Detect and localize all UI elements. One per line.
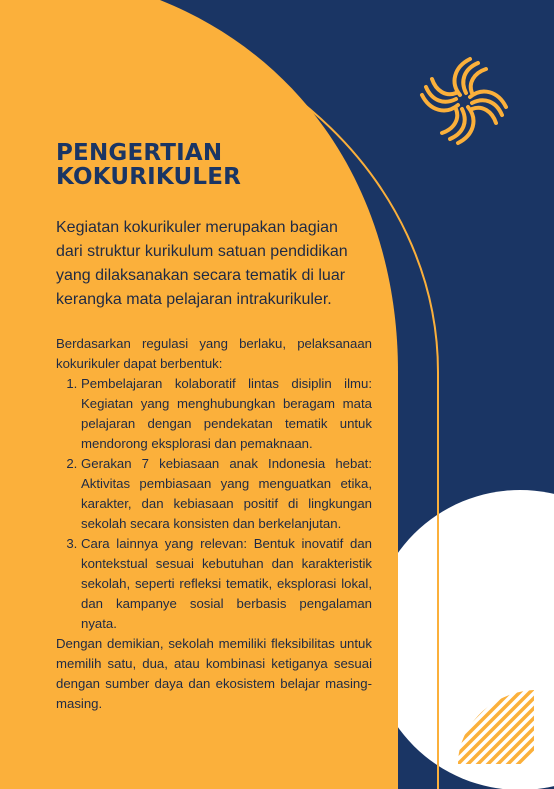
list-item: 3. Cara lainnya yang relevan: Bentuk inovatif dan kontekstual sesuai kebutuhan dan karakteristik sekolah, seperti refleksi tematik, eksplorasi lokal, dan kampanye sosial berbasis pengalaman nyata. [81, 534, 372, 634]
form-list [56, 374, 372, 634]
diagonal-stripes-icon [458, 690, 534, 764]
title-line-2: KOKURIKULER [56, 164, 242, 191]
body-lead: Berdasarkan regulasi yang berlaku, pelaksanaan kokurikuler dapat berbentuk: [56, 336, 372, 371]
intro-paragraph: Kegiatan kokurikuler merupakan bagian dari struktur kurikulum satuan pendidikan yang dilaksanakan secara tematik di luar kerangka mata pelajaran intrakurikuler. [56, 219, 348, 308]
body-closing: Dengan demikian, sekolah memiliki fleksibilitas untuk memilih satu, dua, atau kombinasi ketiganya sesuai dengan sumber daya dan ekosistem belajar masing-masing. [56, 636, 372, 711]
title-line-1: PENGERTIAN [56, 140, 223, 167]
swirl-logo-icon [418, 55, 510, 147]
body-text [56, 334, 372, 714]
list-item: 1. Pembelajaran kolaboratif lintas disiplin ilmu: Kegiatan yang menghubungkan beragam mata pelajaran dengan pendekatan tematik untuk mendorong eksplorasi dan pemaknaan. [81, 374, 372, 454]
list-item: 2. Gerakan 7 kebiasaan anak Indonesia hebat: Aktivitas pembiasaan yang menguatkan etika, karakter, dan kebiasaan positif di lingkungan sekolah secara konsisten dan berkelanjutan. [81, 454, 372, 534]
page-title [56, 141, 376, 189]
